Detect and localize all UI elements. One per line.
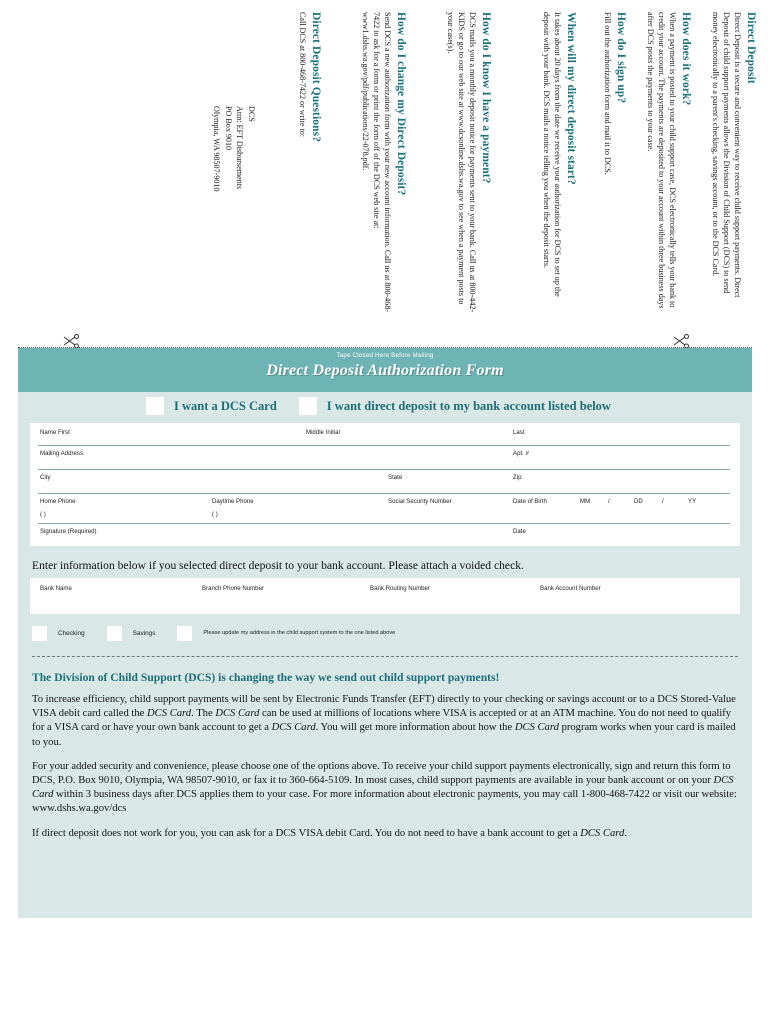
field-rule [498,493,730,494]
field-label-branch-phone-number: Branch Phone Number [202,585,264,592]
narrative-section [32,671,738,841]
personal-information-fields [30,423,740,546]
brochure-column-how-do-i-sign-up [594,12,627,317]
brochure-body: When a payment is posted to your child support case, DCS electronically tells your bank to credit your account. The payments are deposited to your account within three business days after DCS posts the payments to your case. [646,12,677,309]
field-label-daytime-phone: Daytime Phone [212,498,254,505]
brochure-column-how-do-i-know [438,12,492,317]
brochure-heading: Direct Deposit Questions? [310,12,322,143]
brochure-column-how-do-i-change [353,12,407,317]
brochure-panel [0,0,770,332]
emphasis-dcs-card: DCS Card [580,827,625,839]
brochure-body: Call DCS at 800-468-7422 or write to: [297,12,307,137]
field-label-signature: Signature (Required) [40,528,97,535]
field-label-dob-slash-1: / [608,498,610,505]
fold-dashed-separator [32,656,738,657]
field-label-dob-yy: YY [688,498,697,505]
field-label-bank-account-number: Bank Account Number [540,585,601,592]
brochure-body: It takes about 20 days from the date we receive your authorization for DCS to set up the deposit with your bank. DCS mails a notice telling you when the deposit starts. [542,12,562,297]
field-label-date-of-birth: Date of Birth [513,498,547,505]
field-label-dob-slash-2: / [662,498,664,505]
checkbox-checking[interactable] [32,626,47,641]
address-line: PO Box 9010 [223,106,233,151]
field-rule [38,445,730,446]
brochure-heading: How do I know I have a payment? [480,12,492,184]
field-label-bank-routing-number: Bank Routing Number [370,585,430,592]
brochure-heading: When will my direct deposit start? [565,12,577,185]
emphasis-dcs-card: DCS Card [32,774,734,801]
field-label-middle-initial: Middle Initial [306,429,340,436]
address-line: Olympia, WA 98507-9010 [211,106,221,192]
label-savings: Savings [132,629,156,637]
brochure-mailing-address [210,80,257,330]
direct-deposit-form-card [18,348,752,918]
brochure-heading: How do I sign up? [615,12,627,104]
field-label-city: City [40,474,51,481]
narrative-paragraph-2 [32,760,738,817]
field-label-zip: Zip [513,474,522,481]
form-header-band [18,348,752,392]
text-run: To increase efficiency, child support payments will be sent by Electronic Funds Transfer (EFT) directly to your checking or savings account or to a DCS Stored-Value VISA debit card called the [32,694,736,720]
brochure-column-questions [289,12,322,317]
field-label-last: Last [513,429,525,436]
field-label-bank-name: Bank Name [40,585,72,592]
emphasis-dcs-card: DCS Card [215,708,260,720]
checkbox-dcs-card[interactable] [146,397,164,415]
emphasis-dcs-card: DCS Card [271,722,316,734]
option-label-direct-deposit: I want direct deposit to my bank account listed below [326,398,611,413]
brochure-column-direct-deposit [703,12,757,317]
bank-information-fields [30,578,740,614]
narrative-paragraph-1 [32,693,738,750]
text-run: If direct deposit does not work for you, you can ask for a DCS VISA debit Card. You do not need to have a bank account to get a [32,827,581,839]
brochure-heading: How does it work? [680,12,692,106]
address-line: DCS [247,106,256,122]
brochure-body: DCS mails you a monthly deposit notice for payments sent to your bank. Call us at 800-442-KIDS or go to our web site at www.dcsonline.dshs.wa.gov to see when a payment posts to your case(s). [446,12,477,313]
bank-section-instruction: Enter information below if you selected direct deposit to your bank account. Please attach a voided check. [32,559,524,572]
narrative-paragraph-3 [32,827,738,841]
label-update-address: Please update my address in the child support system to the one listed above [203,630,396,636]
tape-closed-notice: Tape Closed Here Before Mailing [336,352,434,359]
field-label-mailing-address: Mailing Address [40,450,84,457]
field-rule [38,523,730,524]
brochure-body: Fill out the authorization form and mail it to DCS. [602,12,612,175]
field-label-home-phone: Home Phone [40,498,76,505]
field-label-date: Date [513,528,526,535]
text-run: For your added security and convenience, please choose one of the options above. To receive your child support payments electronically, sign and return this form to DCS, P.O. Box 9010, Olympia, WA 98507-9010, or fax it to 360-664-5109. In most cases, child support payments are available in your bank account or on your [32,760,731,786]
text-run: . [624,827,627,839]
field-label-name-first: Name First [40,429,70,436]
brochure-body: Direct Deposit is a secure and convenient way to receive child support payments. Direct Deposit of child support payments allows the Division of Child Support (DCS) to send money electronically to a parent's checking, savings account, or to the DCS Card. [711,12,742,298]
checkbox-update-address[interactable] [177,626,192,641]
brochure-column-when-will-it-start [533,12,577,317]
emphasis-dcs-card: DCS Card [514,722,559,734]
text-run: . You will get more information about how the [315,722,515,734]
text-run: program works when your card is mailed to you. [32,722,736,748]
emphasis-dcs-card: DCS Card [147,708,192,720]
field-paren-daytime-phone: ( ) [212,511,218,518]
field-paren-home-phone: ( ) [40,511,46,518]
option-selection-row [18,392,752,420]
address-line: Attn: EFT Disbursements [235,106,245,190]
option-label-dcs-card: I want a DCS Card [174,398,277,413]
brochure-heading: Direct Deposit [745,12,757,84]
brochure-body: Send DCS a new authorization form with your new account information. Call us at 800-468-7422 to ask for a form or print the form off of the DCS web site at: www1.dshs.wa.gov/pdf/publications/22-078.pdf. [361,12,392,313]
account-type-row [32,623,752,643]
field-label-state: State [388,474,403,481]
checkbox-direct-deposit[interactable] [299,397,317,415]
text-run: can be used at millions of locations where VISA is accepted or at an ATM machine. You do not need to qualify for a VISA card or have your own bank account to get a [32,708,732,734]
text-run: . The [191,708,216,720]
form-title: Direct Deposit Authorization Form [266,362,504,379]
label-checking: Checking [58,629,85,637]
checkbox-savings[interactable] [107,626,122,641]
field-label-dob-dd: DD [634,498,643,505]
brochure-column-how-does-it-work [638,12,692,317]
field-label-ssn: Social Security Number [388,498,452,505]
narrative-heading: The Division of Child Support (DCS) is changing the way we send out child support payments! [32,671,500,684]
brochure-heading: How do I change my Direct Deposit? [395,12,407,196]
text-run: within 3 business days after DCS applies them to your case. For more information about electronic payments, you may call 1-800-468-7422 or visit our website: www.dshs.wa.gov/dcs [32,789,737,815]
field-label-apt: Apt. # [513,450,529,457]
field-rule [38,469,730,470]
field-label-dob-mm: MM [580,498,591,505]
